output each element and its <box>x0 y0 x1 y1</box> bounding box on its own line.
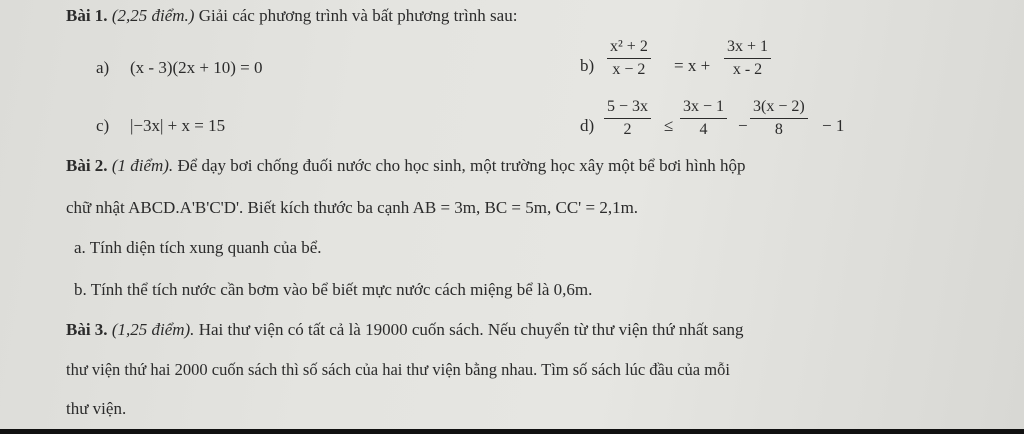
bai1-b-f1-denominator: x − 2 <box>612 61 646 78</box>
bai3-heading <box>66 320 744 340</box>
bai2-item-a: a. Tính diện tích xung quanh của bể. <box>74 238 322 257</box>
bai2-points: (1 điểm). <box>111 156 174 175</box>
bai3-line1: Hai thư viện có tất cả là 19000 cuốn sách. Nếu chuyển từ thư viện thứ nhất sang <box>198 320 744 339</box>
bai1-d-fraction-2 <box>680 98 727 139</box>
bai1-c-label: c) <box>96 116 110 135</box>
bai1-d-f2-denominator: 4 <box>699 121 708 138</box>
bai1-heading <box>66 6 517 26</box>
bai1-d-fraction-3 <box>750 98 808 139</box>
bai2-line1: Để dạy bơi chống đuối nước cho học sinh, một trường học xây một bể bơi hình hộp <box>177 156 746 175</box>
bai1-d-f3-numerator: 3(x − 2) <box>750 98 808 119</box>
bai1-b-mid: = x + <box>674 56 711 75</box>
bai2-label: Bài 2. <box>66 156 108 175</box>
bai3-points: (1,25 điểm). <box>111 320 195 339</box>
bai1-d-f2-numerator: 3x − 1 <box>680 98 727 119</box>
bai1-b-f1-numerator: x² + 2 <box>607 38 651 59</box>
bai1-b-fraction-2 <box>724 38 771 79</box>
bai1-d-tail: − 1 <box>822 116 845 135</box>
bai2-line2: chữ nhật ABCD.A'B'C'D'. Biết kích thước ba cạnh AB = 3m, BC = 5m, CC' = 2,1m. <box>66 198 639 217</box>
bai3-line2: thư viện thứ hai 2000 cuốn sách thì số sách của hai thư viện bằng nhau. Tìm số sách lúc đầu của mỗi <box>66 360 730 379</box>
bai1-b-fraction-1 <box>607 38 651 79</box>
bai3-line3: thư viện. <box>66 399 127 418</box>
bai1-b-f2-denominator: x - 2 <box>732 61 763 78</box>
bai1-d-f1-denominator: 2 <box>623 121 632 138</box>
bai1-d-label: d) <box>580 116 595 135</box>
bai1-a-expr: (x - 3)(2x + 10) = 0 <box>130 58 263 77</box>
bai1-points: (2,25 điểm.) <box>111 6 195 25</box>
bai1-a-label: a) <box>96 58 110 77</box>
bai1-d-fraction-1 <box>604 98 651 139</box>
photo-bottom-edge <box>0 429 1024 434</box>
bai1-b-f2-numerator: 3x + 1 <box>724 38 771 59</box>
bai1-b-label: b) <box>580 56 595 75</box>
bai1-text: Giải các phương trình và bất phương trình sau: <box>198 6 518 25</box>
bai1-d-op2: − <box>738 116 748 135</box>
bai1-c-expr: |−3x| + x = 15 <box>130 116 226 135</box>
bai2-item-b: b. Tính thể tích nước cần bơm vào bể biết mực nước cách miệng bể là 0,6m. <box>74 280 593 299</box>
bai3-label: Bài 3. <box>66 320 108 339</box>
bai2-heading <box>66 156 746 176</box>
bai1-label: Bài 1. <box>66 6 108 25</box>
bai1-d-op1: ≤ <box>664 116 674 135</box>
bai1-d-f3-denominator: 8 <box>774 121 783 138</box>
bai1-d-f1-numerator: 5 − 3x <box>604 98 651 119</box>
